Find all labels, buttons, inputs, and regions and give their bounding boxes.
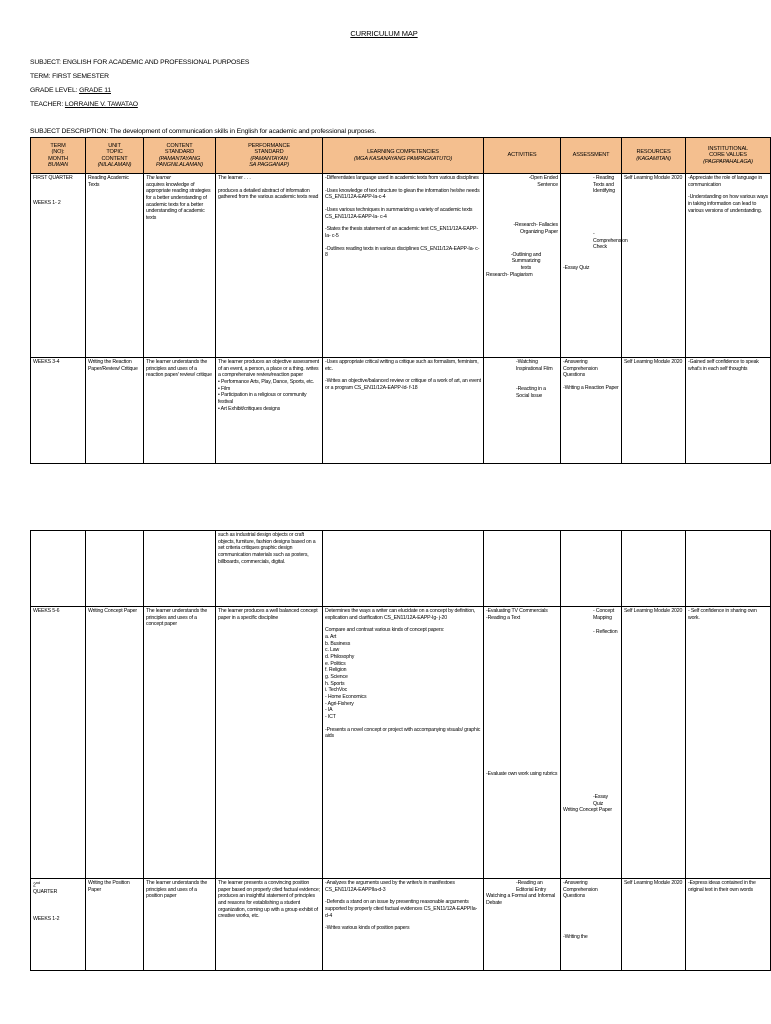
table-row — [31, 174, 771, 358]
curriculum-table-page-1 — [30, 137, 771, 464]
header-content-standard: CONTENT STANDARD (PAMANTAYANG PANGNILALAMAN) — [144, 138, 216, 174]
subject-value: ENGLISH FOR ACADEMIC AND PROFESSIONAL PURPOSES — [62, 59, 250, 66]
resources-cell: Self Learning Module 2020 — [622, 879, 686, 971]
header-term: TERM (NO): MONTH BUWAN — [31, 138, 86, 174]
grade-line — [30, 87, 111, 94]
resources-cell: Self Learning Module 2020 — [622, 174, 686, 358]
core-values-cell: -Appreciate the role of language in communication -Understanding on how various ways in taking information can lead to various versions of understanding. — [686, 174, 771, 358]
header-activities: ACTIVITIES — [484, 138, 561, 174]
activities-cell — [484, 531, 561, 607]
unit-cell: Writing the Position Paper — [86, 879, 144, 971]
resources-cell: Self Learning Module 2020 — [622, 607, 686, 879]
resources-cell — [622, 531, 686, 607]
term-cell: 2nd QUARTER WEEKS 1-2 — [31, 879, 86, 971]
competencies-cell: -Differentiates language used in academic texts from various disciplines -Uses knowledge of text structure to glean the information he/she needs CS_EN11/12A-EAPP-Ia-c-4 -Uses various techniques in summarizing a variety of academic texts CS_EN11/12A-EAPP-Ia- c-4 -States the thesis statement of an academic text CS_EN11/12A-EAPP-Ia- c-5 -Outlines reading texts in various disciplines CS_EN11/12A-EAPP-Ia- c-8 — [323, 174, 484, 358]
unit-cell: Writing Concept Paper — [86, 607, 144, 879]
document-title: CURRICULUM MAP — [350, 29, 418, 38]
assessment-cell: - Reading Texts and Identifying - Comprehension Check -Essay Quiz — [561, 174, 622, 358]
teacher-label: TEACHER: — [30, 101, 64, 108]
activities-cell: -Watching Inspirational Film -Reacting in a Social Issue — [484, 358, 561, 464]
header-row — [31, 138, 771, 174]
core-values-cell: -Gained self confidence to speak what's in each self thoughts — [686, 358, 771, 464]
activities-cell: -Evaluating TV Commercials -Reading a Text -Evaluate own work using rubrics — [484, 607, 561, 879]
core-values-cell — [686, 531, 771, 607]
description-label: SUBJECT DESCRIPTION: — [30, 128, 109, 135]
subject-label: SUBJECT: — [30, 59, 61, 66]
concept-paper-kinds: a. Art b. Business c. Law d. Philosophy e. Politics f. Religion g. Science h. Sports i. TechVoc - Home Economics - Agri-Fishery - IA - ICT — [325, 633, 367, 720]
competencies-cell — [323, 531, 484, 607]
performance-standard-cell: The learner presents a convincing position paper based on properly cited factual evidence; produces an insightful statement of principles and reasons for establishing a student organization, coming up with a group exhibit of creative works, etc. — [216, 879, 323, 971]
content-standard-cell — [144, 531, 216, 607]
performance-standard-cell: The learner . . . produces a detailed abstract of information gathered from the various academic texts read — [216, 174, 323, 358]
assessment-cell: -Answering Comprehension Questions -Writing the — [561, 879, 622, 971]
header-performance-standard: PERFORMANCE STANDARD (PAMANTAYAN SA PAGGANAP) — [216, 138, 323, 174]
assessment-cell — [561, 531, 622, 607]
subject-line — [30, 59, 249, 66]
teacher-value: LORRAINE V. TAWATAO — [64, 101, 138, 108]
header-resources: RESOURCES (KAGAMITAN) — [622, 138, 686, 174]
core-values-cell: - Self confidence in sharing own work. — [686, 607, 771, 879]
unit-cell: Reading Academic Texts — [86, 174, 144, 358]
content-standard-cell: The learner understands the principles and uses of a reaction paper/ review/ critique — [144, 358, 216, 464]
description-value: The development of communication skills in English for academic and professional purposes. — [109, 128, 377, 135]
grade-label: GRADE LEVEL: — [30, 87, 78, 94]
competencies-cell: -Uses appropriate critical writing a critique such as formalism, feminism, etc. -Writes an objective/balanced review or critique of a work of art, an event or a program CS_EN11/12A-EAPP-Id- f-18 — [323, 358, 484, 464]
performance-standard-cell: such as industrial design objects or craft objects, furniture, fashion designs based on a set criteria critiques graphic design communication materials such as posters, billboards, commercials, digital. — [216, 531, 323, 607]
content-standard-cell: The learner acquires knowledge of appropriate reading strategies for a better understanding of academic texts for a better understanding of academic texts — [144, 174, 216, 358]
description-line — [30, 128, 376, 135]
term-label: TERM: — [30, 73, 51, 80]
content-standard-cell: The learner understands the principles and uses of a concept paper — [144, 607, 216, 879]
performance-standard-cell: The learner produces an objective assessment of an event, a person, a place or a thing. writes a comprehensive review/reaction paper • Performance Arts, Play, Dance, Sports, etc. • Film • Participation in a religious or community festival • Art Exhibit/critiques designs — [216, 358, 323, 464]
table-row — [31, 531, 771, 607]
core-values-cell: -Express ideas contained in the original text in their own words — [686, 879, 771, 971]
curriculum-table-page-2 — [30, 530, 771, 971]
teacher-line — [30, 101, 138, 108]
activities-cell: -Open Ended Sentence -Research- Fallacies Organizing Paper -Outlining and Summarizing texts Research- Plagiarism — [484, 174, 561, 358]
term-line — [30, 73, 109, 80]
table-row — [31, 879, 771, 971]
resources-cell: Self Learning Module 2020 — [622, 358, 686, 464]
grade-value: GRADE 11 — [79, 87, 111, 94]
unit-cell — [86, 531, 144, 607]
performance-standard-cell: The learner produces a well balanced concept paper in a specific discipline — [216, 607, 323, 879]
assessment-cell: - Concept Mapping - Reflection -Essay Quiz Writing Concept Paper — [561, 607, 622, 879]
term-cell: FIRST QUARTER WEEKS 1- 2 — [31, 174, 86, 358]
header-competencies: LEARNING COMPETENCIES (MGA KASANAYANG PAMPAGKATUTO) — [323, 138, 484, 174]
term-cell: WEEKS 3-4 — [31, 358, 86, 464]
term-value: FIRST SEMESTER — [52, 73, 109, 80]
table-row — [31, 607, 771, 879]
assessment-cell: -Answering Comprehension Questions -Writing a Reaction Paper — [561, 358, 622, 464]
header-unit: UNIT TOPIC CONTENT (NILALAMAN) — [86, 138, 144, 174]
table-row — [31, 358, 771, 464]
content-standard-cell: The learner understands the principles and uses of a position paper — [144, 879, 216, 971]
header-assessment: ASSESSMENT — [561, 138, 622, 174]
unit-cell: Writing the Reaction Paper/Review/ Critique — [86, 358, 144, 464]
competencies-cell: Determines the ways a writer can elucidate on a concept by definition, explication and clarification CS_EN11/12A-EAPP-Ig- j-20 Compare and contrast various kinds of concept papers: a. Art b. Business c. Law d. Philosophy e. Politics f. Religion g. Science h. Sports i. TechVoc - Home Economics - Agri-Fishery - IA - ICT -Presents a novel concept or project with accompanying visuals/ graphic aids — [323, 607, 484, 879]
term-cell: WEEKS 5-6 — [31, 607, 86, 879]
header-core-values: INSTITUTIONAL CORE VALUES (PAGPAPAHALAGA) — [686, 138, 771, 174]
activities-cell: -Reading an Editorial Entry Watching a Formal and Informal Debate — [484, 879, 561, 971]
term-cell — [31, 531, 86, 607]
competencies-cell: -Analyzes the arguments used by the writer/s in manifestoes CS_EN11/12A-EAPPIIa-d-3 -Defends a stand on an issue by presenting reasonable arguments supported by properly cited factual evidences CS_EN11/12A-EAPPIIa-d-4 -Writes various kinds of position papers — [323, 879, 484, 971]
